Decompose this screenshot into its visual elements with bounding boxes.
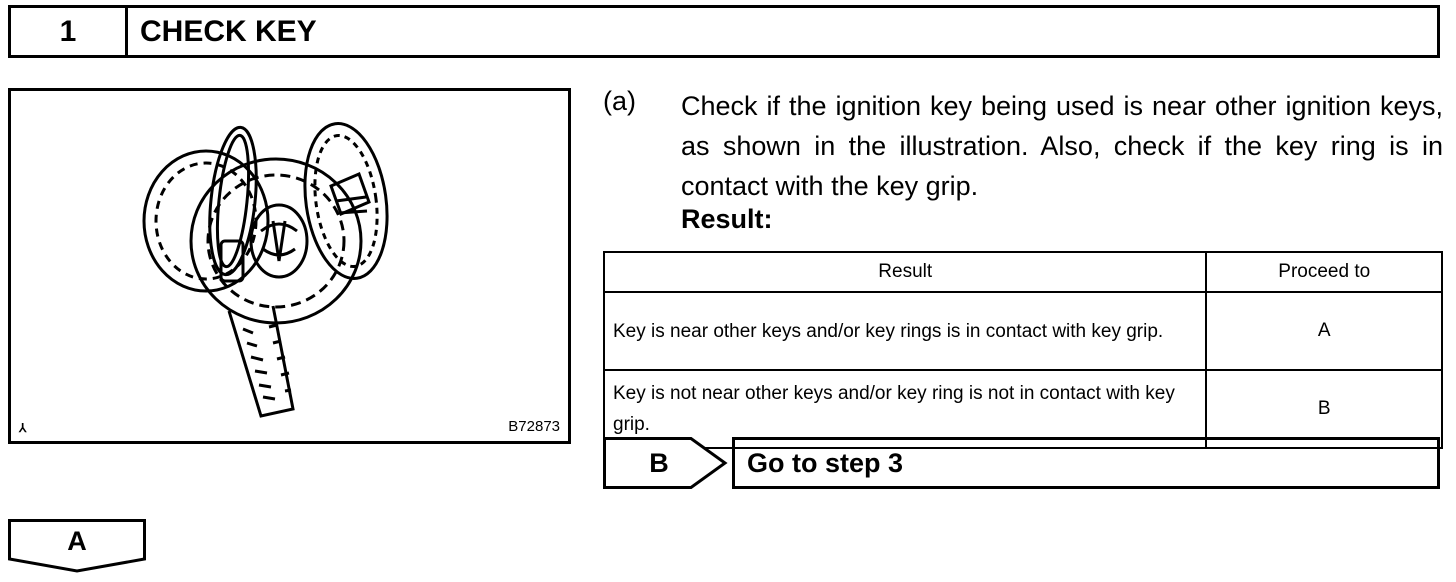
proceed-cell: A (1206, 292, 1442, 370)
table-header-row (604, 252, 1442, 292)
branch-b-label: B (649, 447, 669, 478)
result-label: Result: (681, 204, 773, 234)
figure-corner-mark: ⅄ (19, 421, 27, 435)
instruction-label: (a) (603, 86, 636, 116)
figure-code: B72873 (508, 418, 560, 435)
proceed-cell: B (1206, 370, 1442, 448)
table-row (604, 292, 1442, 370)
goto-step-box: Go to step 3 (732, 437, 1440, 489)
branch-b-arrow (603, 437, 728, 489)
branch-a-arrow (8, 519, 146, 573)
step-title: CHECK KEY (140, 14, 317, 48)
key-illustration (8, 88, 571, 444)
header-proceed-to: Proceed to (1206, 252, 1442, 292)
step-header (8, 5, 1440, 58)
instruction-text: Check if the ignition key being used is near other ignition keys, as shown in the illustration. Also, check if the key ring is in contact with the key grip. (681, 91, 1443, 201)
step-number: 1 (11, 8, 128, 55)
key-ring-drawing (11, 91, 568, 441)
branch-a-label: A (67, 525, 87, 556)
header-result: Result (604, 252, 1206, 292)
result-cell: Key is near other keys and/or key rings is in contact with key grip. (604, 292, 1206, 370)
result-table (603, 251, 1443, 449)
result-cell: Key is not near other keys and/or key ring is not in contact with key grip. (604, 370, 1206, 448)
